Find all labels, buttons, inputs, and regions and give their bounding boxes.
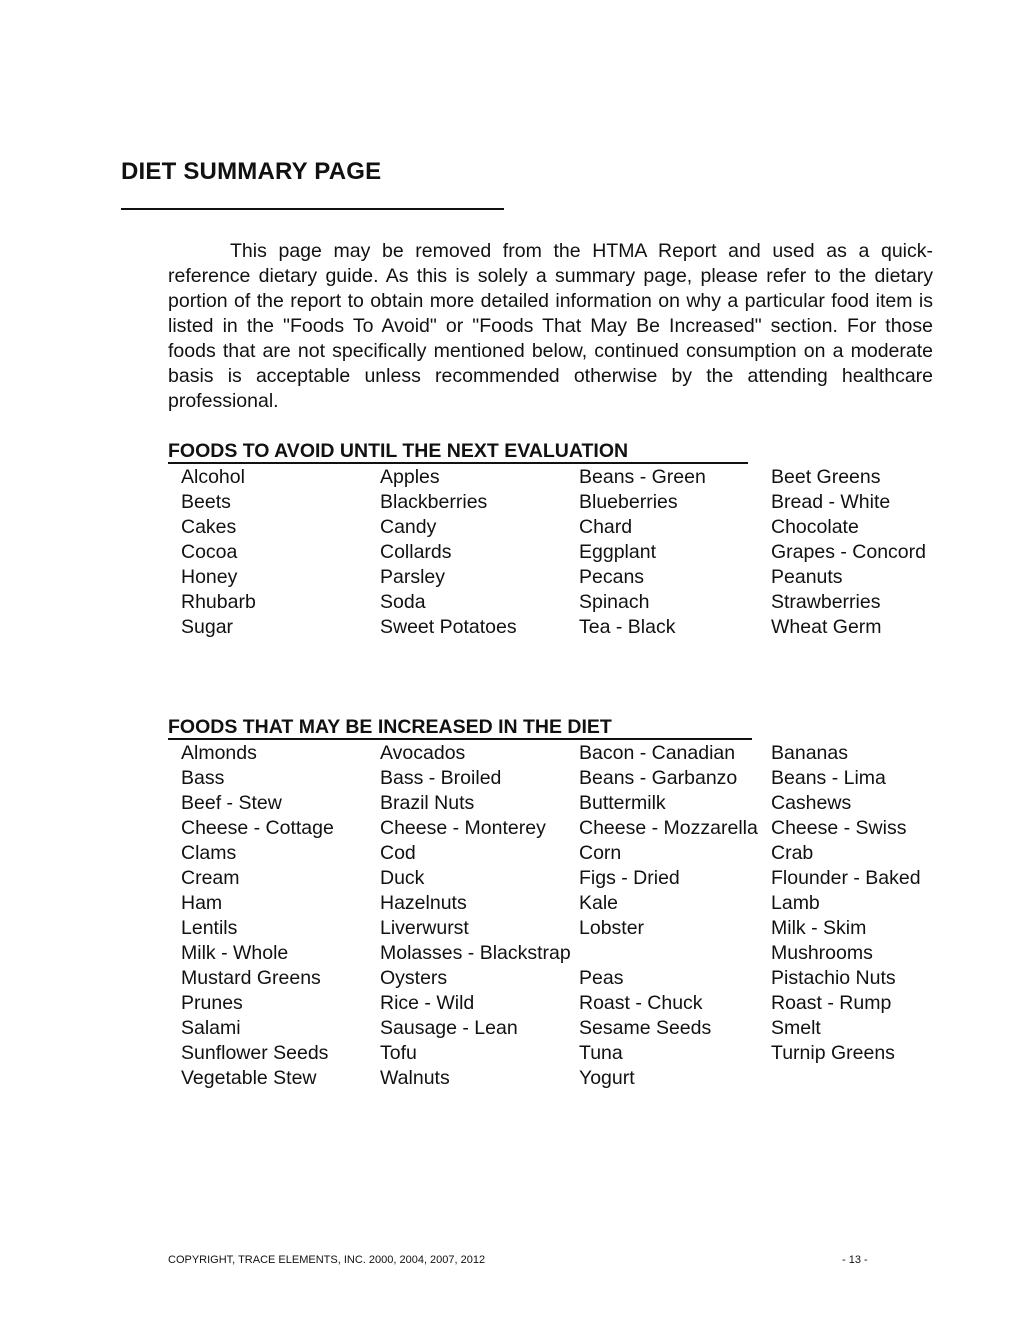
- increase-heading: FOODS THAT MAY BE INCREASED IN THE DIET: [168, 716, 612, 738]
- food-item: Sunflower Seeds: [181, 1042, 329, 1064]
- food-item: Avocados: [380, 742, 466, 764]
- avoid-heading: FOODS TO AVOID UNTIL THE NEXT EVALUATION: [168, 440, 629, 462]
- food-item: Lentils: [181, 917, 238, 939]
- food-item: Roast - Chuck: [579, 992, 703, 1014]
- food-item: Lamb: [771, 892, 820, 914]
- food-item: Corn: [579, 842, 622, 864]
- food-item: Beet Greens: [771, 466, 881, 488]
- food-item: Beets: [181, 491, 231, 513]
- increase-heading-underline: [168, 738, 752, 740]
- food-item: Tuna: [579, 1042, 623, 1064]
- food-item: Beans - Garbanzo: [579, 767, 738, 789]
- food-item: Blueberries: [579, 491, 678, 513]
- food-item: Bass: [181, 767, 225, 789]
- food-item: Lobster: [579, 917, 645, 939]
- intro-paragraph: This page may be removed from the HTMA Report and used as a quick-reference dietary guide. As this is solely a summary page, please refer to the dietary portion of the report to obtain more detailed information on why a particular food item is listed in the "Foods To Avoid" or "Foods That May Be Increased" section. For those foods that are not specifically mentioned below, continued consumption on a moderate basis is acceptable unless recommended otherwise by the attending healthcare professional.: [168, 240, 933, 412]
- food-item: Rice - Wild: [380, 992, 475, 1014]
- food-item: Cheese - Cottage: [181, 817, 334, 839]
- food-item: Kale: [579, 892, 619, 914]
- food-item: Almonds: [181, 742, 257, 764]
- food-item: Wheat Germ: [771, 616, 882, 638]
- food-item: Cheese - Swiss: [771, 817, 907, 839]
- food-item: Bread - White: [771, 491, 891, 513]
- food-item: Crab: [771, 842, 814, 864]
- food-item: Cheese - Monterey: [380, 817, 546, 839]
- food-item: Pecans: [579, 566, 645, 588]
- page-number: - 13 -: [842, 1254, 868, 1266]
- food-item: Sweet Potatoes: [380, 616, 517, 638]
- food-item: Sesame Seeds: [579, 1017, 712, 1039]
- food-item: Salami: [181, 1017, 241, 1039]
- food-item: Apples: [380, 466, 440, 488]
- food-item: Walnuts: [380, 1067, 450, 1089]
- food-item: Cocoa: [181, 541, 238, 563]
- food-item: Bacon - Canadian: [579, 742, 736, 764]
- food-item: Turnip Greens: [771, 1042, 895, 1064]
- food-item: Chard: [579, 516, 633, 538]
- food-item: Blackberries: [380, 491, 488, 513]
- food-item: Smelt: [771, 1017, 821, 1039]
- page-title: DIET SUMMARY PAGE: [121, 158, 382, 185]
- title-underline: [121, 208, 504, 210]
- food-item: Milk - Skim: [771, 917, 867, 939]
- food-item: Soda: [380, 591, 426, 613]
- food-item: Pistachio Nuts: [771, 967, 896, 989]
- food-item: Collards: [380, 541, 452, 563]
- food-item: Ham: [181, 892, 223, 914]
- food-item: Alcohol: [181, 466, 245, 488]
- food-item: Beans - Lima: [771, 767, 886, 789]
- food-item: Sugar: [181, 616, 234, 638]
- food-item: Milk - Whole: [181, 942, 289, 964]
- food-item: Peanuts: [771, 566, 843, 588]
- food-item: Tofu: [380, 1042, 417, 1064]
- food-item: Duck: [380, 867, 425, 889]
- food-item: Bananas: [771, 742, 848, 764]
- food-item: Cod: [380, 842, 416, 864]
- food-item: Peas: [579, 967, 624, 989]
- food-item: Spinach: [579, 591, 650, 613]
- food-item: Cashews: [771, 792, 852, 814]
- food-item: Sausage - Lean: [380, 1017, 518, 1039]
- food-item: Molasses - Blackstrap: [380, 942, 571, 964]
- food-item: Mustard Greens: [181, 967, 321, 989]
- food-item: Cream: [181, 867, 240, 889]
- food-item: Clams: [181, 842, 237, 864]
- food-item: Buttermilk: [579, 792, 666, 814]
- food-item: Beef - Stew: [181, 792, 282, 814]
- food-item: Roast - Rump: [771, 992, 892, 1014]
- food-item: Eggplant: [579, 541, 656, 563]
- food-item: Tea - Black: [579, 616, 676, 638]
- food-item: Figs - Dried: [579, 867, 680, 889]
- copyright-footer: COPYRIGHT, TRACE ELEMENTS, INC. 2000, 2004, 2007, 2012: [168, 1254, 486, 1266]
- food-item: Candy: [380, 516, 437, 538]
- food-item: Grapes - Concord: [771, 541, 926, 563]
- food-item: Parsley: [380, 566, 446, 588]
- food-item: Honey: [181, 566, 238, 588]
- food-item: Mushrooms: [771, 942, 873, 964]
- food-item: Cheese - Mozzarella: [579, 817, 758, 839]
- food-item: Liverwurst: [380, 917, 469, 939]
- food-item: Strawberries: [771, 591, 881, 613]
- food-item: Vegetable Stew: [181, 1067, 317, 1089]
- food-item: Rhubarb: [181, 591, 256, 613]
- food-item: Yogurt: [579, 1067, 635, 1089]
- food-item: Prunes: [181, 992, 243, 1014]
- food-item: Chocolate: [771, 516, 859, 538]
- food-item: Beans - Green: [579, 466, 706, 488]
- food-item: Brazil Nuts: [380, 792, 475, 814]
- food-item: Flounder - Baked: [771, 867, 921, 889]
- food-item: Hazelnuts: [380, 892, 467, 914]
- food-item: Oysters: [380, 967, 448, 989]
- food-item: Cakes: [181, 516, 237, 538]
- avoid-heading-underline: [168, 462, 748, 464]
- food-item: Bass - Broiled: [380, 767, 502, 789]
